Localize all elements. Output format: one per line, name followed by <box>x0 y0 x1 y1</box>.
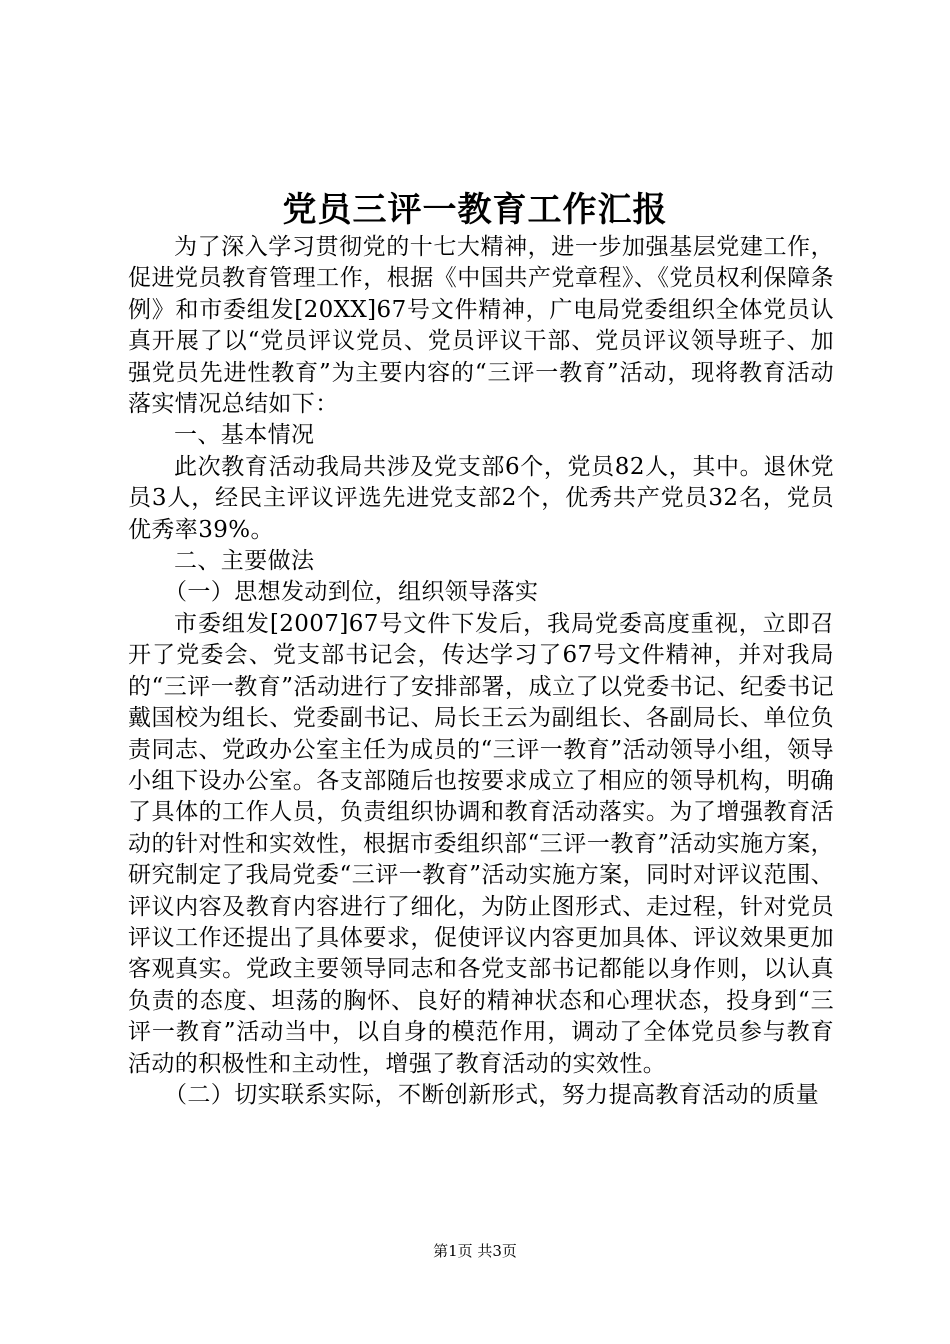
page-number-footer: 第1页 共3页 <box>433 1242 517 1260</box>
subsection-heading-one: （一）思想发动到位，组织领导落实 <box>164 579 539 606</box>
intro-paragraph: 为了深入学习贯彻党的十七大精神，进一步加强基层党建工作，促进党员教育管理工作，根据《中国共产党章程》、《党员权利保障条例》和市委组发[20XX]67号文件精神，广电局党委组织全体党员认真开展了以“党员评议党员、党员评议干部、党员评议领导班子、加强党员先进性教育”为主要内容的“三评一教育”活动，现将教育活动落实情况总结如下： <box>128 234 834 418</box>
section-heading-basic-situation: 一、基本情况 <box>174 422 315 449</box>
subsection-one-paragraph: 市委组发[2007]67号文件下发后，我局党委高度重视，立即召开了党委会、党支部书记会，传达学习了67号文件精神，并对我局的“三评一教育”活动进行了安排部署，成立了以党委书记、纪委书记戴国校为组长、党委副书记、局长王云为副组长、各副局长、单位负责同志、党政办公室主任为成员的“三评一教育”活动领导小组，领导小组下设办公室。各支部随后也按要求成立了相应的领导机构，明确了具体的工作人员，负责组织协调和教育活动落实。为了增强教育活动的针对性和实效性，根据市委组织部“三评一教育”活动实施方案，研究制定了我局党委“三评一教育”活动实施方案，同时对评议范围、评议内容及教育内容进行了细化，为防止图形式、走过程，针对党员评议工作还提出了具体要求，促使评议内容更加具体、评议效果更加客观真实。党政主要领导同志和各党支部书记都能以身作则，以认真负责的态度、坦荡的胸怀、良好的精神状态和心理状态，投身到“三评一教育”活动当中，以自身的模范作用，调动了全体党员参与教育活动的积极性和主动性，增强了教育活动的实效性。 <box>128 610 834 1077</box>
subsection-heading-two: （二）切实联系实际，不断创新形式，努力提高教育活动的质量 <box>164 1081 820 1108</box>
basic-situation-paragraph: 此次教育活动我局共涉及党支部6个，党员82人，其中。退休党员3人，经民主评议评选先进党支部2个，优秀共产党员32名，党员优秀率39%。 <box>128 453 834 543</box>
section-heading-main-methods: 二、主要做法 <box>174 548 315 575</box>
document-body <box>128 232 834 1111</box>
document-title: 党员三评一教育工作汇报 <box>282 190 668 230</box>
